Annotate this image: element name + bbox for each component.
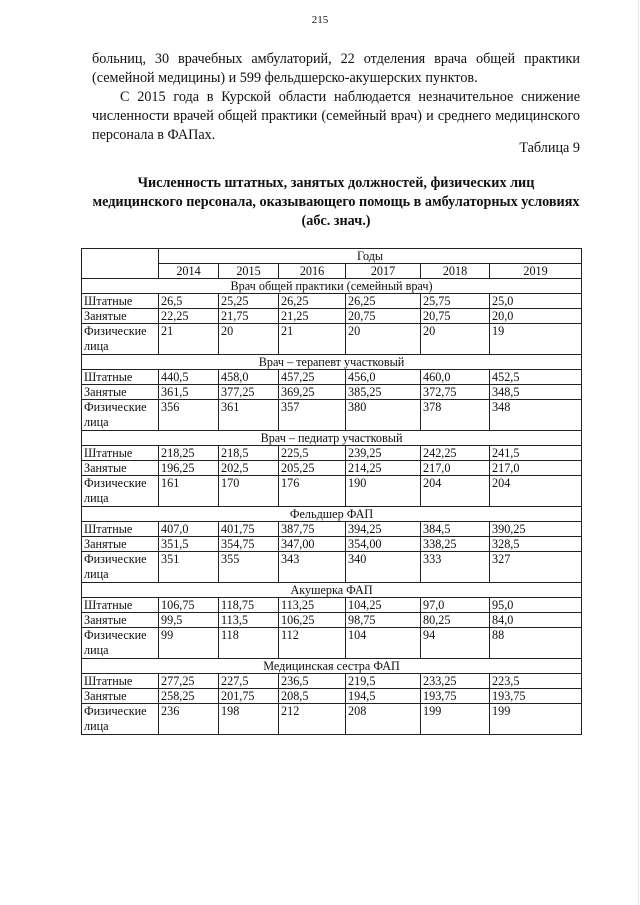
table-cell: 199: [421, 704, 490, 735]
row-label: Физические лица: [82, 476, 159, 507]
table-cell: 21: [159, 324, 219, 355]
table-cell: 19: [490, 324, 582, 355]
table-cell: 372,75: [421, 385, 490, 400]
table-cell: 407,0: [159, 522, 219, 537]
year-header-cell: 2018: [421, 264, 490, 279]
section-title: Фельдшер ФАП: [82, 507, 582, 522]
table-cell: 394,25: [346, 522, 421, 537]
table-cell: 355: [219, 552, 279, 583]
table-cell: 378: [421, 400, 490, 431]
table-cell: 460,0: [421, 370, 490, 385]
table-cell: 351: [159, 552, 219, 583]
table-cell: 97,0: [421, 598, 490, 613]
table-row: [82, 522, 582, 537]
table-cell: 239,25: [346, 446, 421, 461]
table-cell: 21,75: [219, 309, 279, 324]
table-cell: 242,25: [421, 446, 490, 461]
table-cell: 190: [346, 476, 421, 507]
table-cell: 227,5: [219, 674, 279, 689]
table-row: [82, 461, 582, 476]
year-header-cell: 2016: [279, 264, 346, 279]
table-cell: 21: [279, 324, 346, 355]
row-label: Физические лица: [82, 552, 159, 583]
table-cell: 356: [159, 400, 219, 431]
section-title: Врач – терапевт участковый: [82, 355, 582, 370]
section-header-row: [82, 507, 582, 522]
table-cell: 106,75: [159, 598, 219, 613]
table-cell: 106,25: [279, 613, 346, 628]
row-label: Занятые: [82, 537, 159, 552]
section-header-row: [82, 355, 582, 370]
row-label: Штатные: [82, 294, 159, 309]
table-cell: 384,5: [421, 522, 490, 537]
corner-cell: [82, 249, 159, 279]
table-title: Численность штатных, занятых должностей, физических лиц медицинского персонала, оказывающего помощь в амбулаторных условиях (абс. знач.): [92, 175, 580, 229]
table-cell: 198: [219, 704, 279, 735]
table-cell: 204: [490, 476, 582, 507]
table-cell: 20: [421, 324, 490, 355]
table-cell: 208,5: [279, 689, 346, 704]
table-cell: 208: [346, 704, 421, 735]
page-number: 215: [311, 14, 329, 26]
table-cell: 94: [421, 628, 490, 659]
table-row: [82, 294, 582, 309]
table-row: [82, 552, 582, 583]
row-label: Штатные: [82, 522, 159, 537]
year-header-cell: 2015: [219, 264, 279, 279]
table-cell: 440,5: [159, 370, 219, 385]
table-cell: 113,5: [219, 613, 279, 628]
table-cell: 26,25: [279, 294, 346, 309]
table-cell: 88: [490, 628, 582, 659]
table-cell: 25,75: [421, 294, 490, 309]
table-cell: 387,75: [279, 522, 346, 537]
body-text: [92, 50, 580, 145]
table-cell: 277,25: [159, 674, 219, 689]
table-cell: 204: [421, 476, 490, 507]
table-cell: 20: [219, 324, 279, 355]
table-cell: 99,5: [159, 613, 219, 628]
table-cell: 25,25: [219, 294, 279, 309]
table-cell: 118: [219, 628, 279, 659]
paragraph-continuation: больниц, 30 врачебных амбулаторий, 22 отделения врача общей практики (семейной медицины) и 599 фельдшерско-акушерских пунктов.: [92, 51, 580, 86]
table-cell: 354,00: [346, 537, 421, 552]
table-cell: 233,25: [421, 674, 490, 689]
table-cell: 217,0: [490, 461, 582, 476]
table-cell: 196,25: [159, 461, 219, 476]
section-header-row: [82, 431, 582, 446]
table-cell: 348: [490, 400, 582, 431]
table-row: [82, 446, 582, 461]
table-cell: 377,25: [219, 385, 279, 400]
table-cell: 25,0: [490, 294, 582, 309]
section-header-row: [82, 659, 582, 674]
year-header-cell: 2017: [346, 264, 421, 279]
table-cell: 390,25: [490, 522, 582, 537]
table-cell: 456,0: [346, 370, 421, 385]
table-cell: 84,0: [490, 613, 582, 628]
table-row: [82, 370, 582, 385]
table-row: [82, 400, 582, 431]
table-cell: 218,25: [159, 446, 219, 461]
table-cell: 343: [279, 552, 346, 583]
table-cell: 369,25: [279, 385, 346, 400]
table-cell: 327: [490, 552, 582, 583]
section-title: Акушерка ФАП: [82, 583, 582, 598]
section-title: Медицинская сестра ФАП: [82, 659, 582, 674]
section-header-row: [82, 583, 582, 598]
table-cell: 223,5: [490, 674, 582, 689]
table-row: [82, 537, 582, 552]
table-cell: 161: [159, 476, 219, 507]
table-row: [82, 324, 582, 355]
table-cell: 361,5: [159, 385, 219, 400]
table-cell: 199: [490, 704, 582, 735]
table-cell: 351,5: [159, 537, 219, 552]
table-cell: 95,0: [490, 598, 582, 613]
table-cell: 22,25: [159, 309, 219, 324]
table-row: [82, 385, 582, 400]
table-row: [82, 309, 582, 324]
table-cell: 113,25: [279, 598, 346, 613]
table-cell: 193,75: [490, 689, 582, 704]
table-cell: 340: [346, 552, 421, 583]
table-cell: 214,25: [346, 461, 421, 476]
section-title: Врач общей практики (семейный врач): [82, 279, 582, 294]
table-cell: 193,75: [421, 689, 490, 704]
table-cell: 20,75: [346, 309, 421, 324]
table-cell: 225,5: [279, 446, 346, 461]
row-label: Физические лица: [82, 324, 159, 355]
table-cell: 170: [219, 476, 279, 507]
table-cell: 112: [279, 628, 346, 659]
table-cell: 218,5: [219, 446, 279, 461]
table-cell: 217,0: [421, 461, 490, 476]
table-cell: 176: [279, 476, 346, 507]
section-title: Врач – педиатр участковый: [82, 431, 582, 446]
table-cell: 205,25: [279, 461, 346, 476]
row-label: Занятые: [82, 385, 159, 400]
table-cell: 104,25: [346, 598, 421, 613]
table-cell: 361: [219, 400, 279, 431]
table-cell: 219,5: [346, 674, 421, 689]
years-header-row: [82, 249, 582, 264]
table-cell: 212: [279, 704, 346, 735]
table-cell: 26,5: [159, 294, 219, 309]
paragraph-decline: С 2015 года в Курской области наблюдается незначительное снижение численности врачей общей практики (семейный врач) и среднего медицинского персонала в ФАПах.: [92, 89, 580, 143]
table-cell: 26,25: [346, 294, 421, 309]
table-cell: 385,25: [346, 385, 421, 400]
table-body: [82, 249, 582, 735]
staffing-table: [81, 248, 582, 735]
row-label: Штатные: [82, 370, 159, 385]
table-cell: 202,5: [219, 461, 279, 476]
table-cell: 20,0: [490, 309, 582, 324]
table-cell: 20,75: [421, 309, 490, 324]
years-header: Годы: [159, 249, 582, 264]
table-cell: 201,75: [219, 689, 279, 704]
table-cell: 457,25: [279, 370, 346, 385]
row-label: Штатные: [82, 674, 159, 689]
table-row: [82, 476, 582, 507]
year-header-cell: 2019: [490, 264, 582, 279]
table-cell: 458,0: [219, 370, 279, 385]
row-label: Занятые: [82, 309, 159, 324]
table-cell: 99: [159, 628, 219, 659]
table-row: [82, 598, 582, 613]
table-cell: 118,75: [219, 598, 279, 613]
table-cell: 21,25: [279, 309, 346, 324]
table-cell: 401,75: [219, 522, 279, 537]
table-cell: 328,5: [490, 537, 582, 552]
table-cell: 354,75: [219, 537, 279, 552]
table-cell: 236: [159, 704, 219, 735]
table-cell: 20: [346, 324, 421, 355]
row-label: Штатные: [82, 598, 159, 613]
year-header-cell: 2014: [159, 264, 219, 279]
row-label: Занятые: [82, 689, 159, 704]
row-label: Занятые: [82, 461, 159, 476]
table-row: [82, 704, 582, 735]
section-header-row: [82, 279, 582, 294]
table-row: [82, 628, 582, 659]
table-cell: 258,25: [159, 689, 219, 704]
table-cell: 236,5: [279, 674, 346, 689]
row-label: Штатные: [82, 446, 159, 461]
row-label: Занятые: [82, 613, 159, 628]
table-cell: 348,5: [490, 385, 582, 400]
table-row: [82, 613, 582, 628]
table-cell: 98,75: [346, 613, 421, 628]
table-cell: 357: [279, 400, 346, 431]
row-label: Физические лица: [82, 400, 159, 431]
table-cell: 338,25: [421, 537, 490, 552]
table-row: [82, 674, 582, 689]
table-cell: 452,5: [490, 370, 582, 385]
table-cell: 104: [346, 628, 421, 659]
table-row: [82, 689, 582, 704]
row-label: Физические лица: [82, 704, 159, 735]
table-label: Таблица 9: [519, 140, 580, 156]
table-cell: 194,5: [346, 689, 421, 704]
table-cell: 80,25: [421, 613, 490, 628]
table-cell: 347,00: [279, 537, 346, 552]
table-cell: 333: [421, 552, 490, 583]
row-label: Физические лица: [82, 628, 159, 659]
table-cell: 241,5: [490, 446, 582, 461]
page-edge: [638, 0, 639, 905]
table-cell: 380: [346, 400, 421, 431]
